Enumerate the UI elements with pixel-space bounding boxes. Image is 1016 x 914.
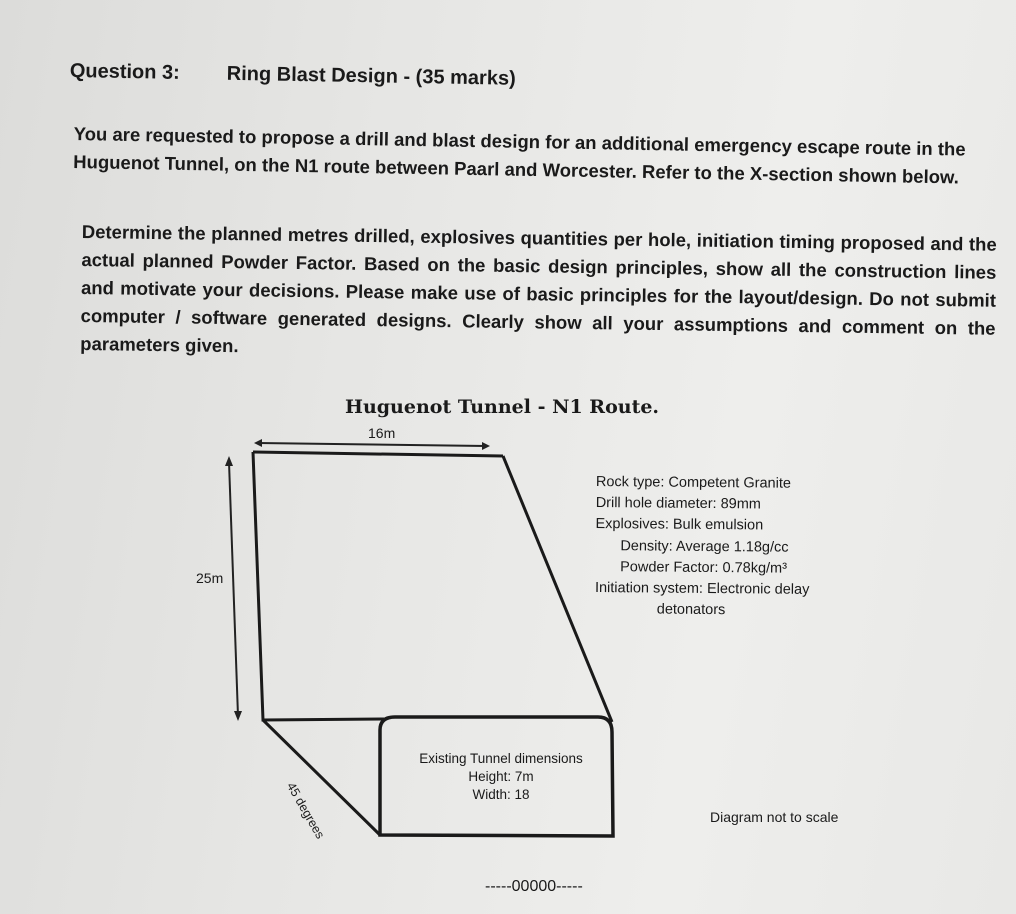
height-dimension-line xyxy=(229,462,238,716)
blast-top-edge xyxy=(253,452,503,456)
scale-note: Diagram not to scale xyxy=(710,809,839,825)
initiation-system-continued: detonators xyxy=(656,601,726,619)
width-arrow-right-icon xyxy=(482,442,490,450)
height-arrow-top-icon xyxy=(225,456,233,466)
design-parameters xyxy=(595,472,811,622)
existing-tunnel-width: Width: 18 xyxy=(472,787,530,802)
rock-type: Rock type: Competent Granite xyxy=(595,473,792,492)
width-arrow-left-icon xyxy=(254,439,262,447)
angle-label: 45 degrees xyxy=(283,780,328,842)
powder-factor: Powder Factor: 0.78kg/m³ xyxy=(620,559,788,577)
angle-line xyxy=(263,720,380,835)
explosive-density: Density: Average 1.18g/cc xyxy=(620,537,789,556)
blast-outline xyxy=(253,452,384,720)
diagram-title: Huguenot Tunnel - N1 Route. xyxy=(345,396,660,418)
existing-tunnel-dimensions xyxy=(396,750,606,804)
existing-tunnel-height: Height: 7m xyxy=(468,769,534,784)
height-arrow-bottom-icon xyxy=(234,711,242,721)
instructions-paragraph: Determine the planned metres drilled, explosives quantities per hole, initiation timing proposed and the actual planned Powder Factor. Based on the basic design principles, show all the construction lines and motivate your decisions. Please make use of basic principles for the layout/design. Do not submit computer / software generated designs. Clearly show all your assumptions and comment on the parameters given. xyxy=(80,220,997,357)
height-dimension-label: 25m xyxy=(196,570,224,586)
initiation-system: Initiation system: Electronic delay xyxy=(594,580,810,598)
existing-tunnel-heading: Existing Tunnel dimensions xyxy=(419,751,583,766)
intro-paragraph: You are requested to propose a drill and blast design for an additional emergency escape route in the Huguenot Tunnel, on the N1 route between Paarl and Worcester. Refer to the X-section shown below. xyxy=(73,122,966,188)
explosives-type: Explosives: Bulk emulsion xyxy=(595,516,764,534)
question-title: Ring Blast Design - (35 marks) xyxy=(226,62,516,90)
width-dimension-label: 16m xyxy=(368,425,396,441)
end-marker: -----00000----- xyxy=(485,878,583,895)
drill-hole-diameter: Drill hole diameter: 89mm xyxy=(595,495,761,513)
question-number: Question 3: xyxy=(69,60,180,84)
width-dimension-line xyxy=(258,443,486,446)
